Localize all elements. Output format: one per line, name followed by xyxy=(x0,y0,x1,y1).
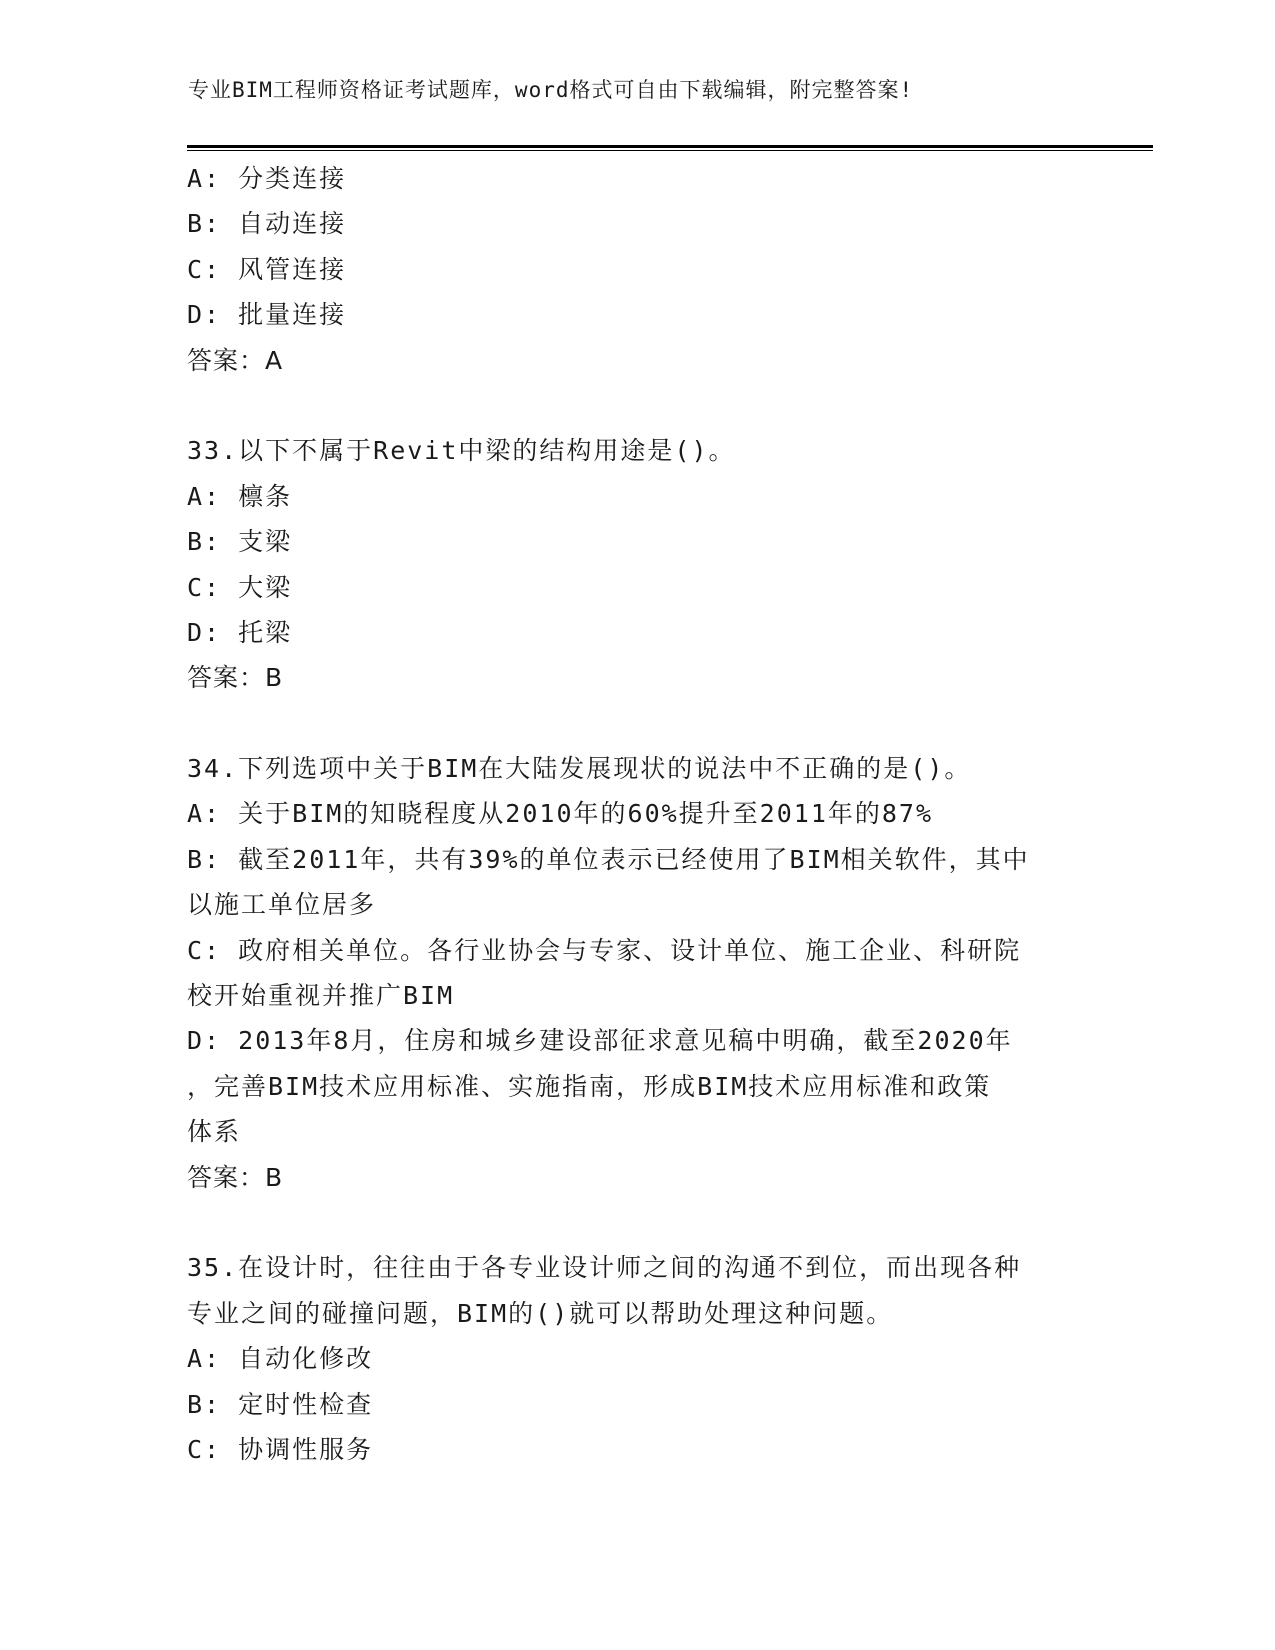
option-d-continued: ，完善BIM技术应用标准、实施指南，形成BIM技术应用标准和政策 xyxy=(187,1071,992,1101)
option-c: C: 协调性服务 xyxy=(187,1434,374,1464)
document-body xyxy=(187,156,1087,1472)
question-35-block xyxy=(187,1245,1087,1472)
option-c: C: 风管连接 xyxy=(187,254,347,284)
option-a: A: 檩条 xyxy=(187,481,293,511)
answer: 答案：B xyxy=(187,663,284,693)
option-b-continued: 以施工单位居多 xyxy=(187,890,377,920)
option-d: D: 批量连接 xyxy=(187,300,347,330)
question-text: 35.在设计时，往往由于各专业设计师之间的沟通不到位，而出现各种 xyxy=(187,1253,1022,1283)
header-rule-thin xyxy=(187,150,1153,151)
prev-question-block xyxy=(187,156,1087,383)
option-c-continued: 校开始重视并推广BIM xyxy=(187,981,455,1011)
option-c: C: 大梁 xyxy=(187,572,293,602)
spacer xyxy=(187,701,1087,746)
question-text: 33.以下不属于Revit中梁的结构用途是()。 xyxy=(187,436,736,466)
option-a: A: 关于BIM的知晓程度从2010年的60%提升至2011年的87% xyxy=(187,799,934,829)
question-text-continued: 专业之间的碰撞问题，BIM的()就可以帮助处理这种问题。 xyxy=(187,1298,894,1328)
question-text: 34.下列选项中关于BIM在大陆发展现状的说法中不正确的是()。 xyxy=(187,754,972,784)
header-rule-thick xyxy=(187,145,1153,148)
page-header: 专业BIM工程师资格证考试题库，word格式可自由下载编辑，附完整答案! xyxy=(188,78,914,102)
answer: 答案：B xyxy=(187,1162,284,1192)
option-d-continued: 体系 xyxy=(187,1117,242,1147)
option-b: B: 截至2011年，共有39%的单位表示已经使用了BIM相关软件，其中 xyxy=(187,844,1030,874)
option-b: B: 自动连接 xyxy=(187,209,347,239)
spacer xyxy=(187,1200,1087,1245)
question-33-block xyxy=(187,428,1087,700)
option-d: D: 托梁 xyxy=(187,617,293,647)
option-b: B: 定时性检查 xyxy=(187,1389,374,1419)
question-34-block xyxy=(187,746,1087,1200)
option-a: A: 分类连接 xyxy=(187,164,347,193)
spacer xyxy=(187,383,1087,428)
option-b: B: 支梁 xyxy=(187,527,293,557)
option-d: D: 2013年8月，住房和城乡建设部征求意见稿中明确，截至2020年 xyxy=(187,1026,1013,1056)
answer: 答案：A xyxy=(187,345,284,375)
option-c: C: 政府相关单位。各行业协会与专家、设计单位、施工企业、科研院 xyxy=(187,935,1022,965)
option-a: A: 自动化修改 xyxy=(187,1344,374,1374)
